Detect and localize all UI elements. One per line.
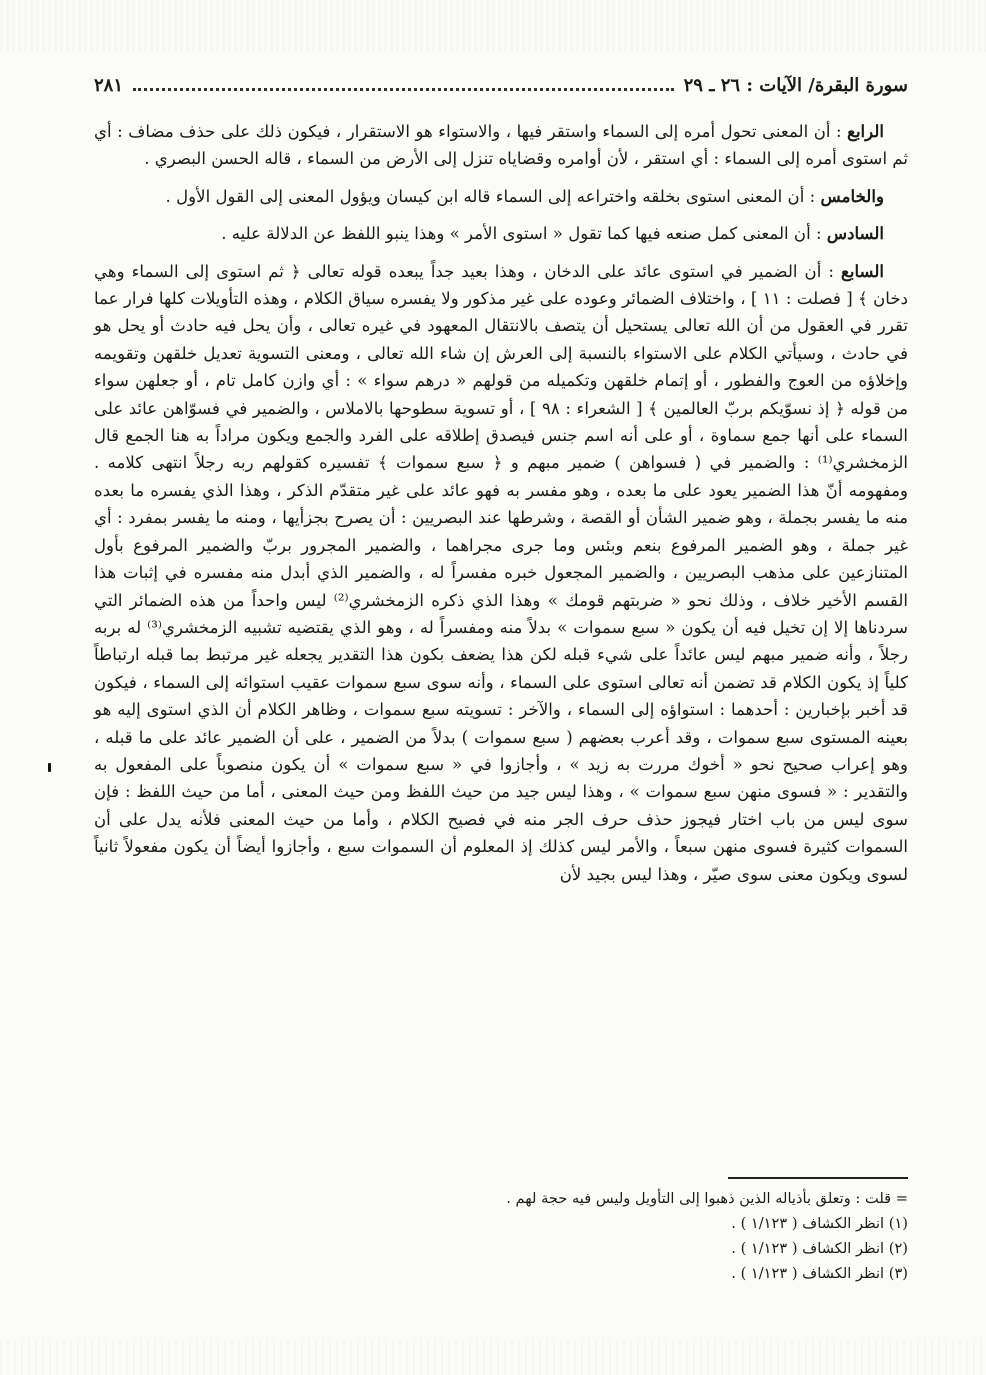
running-header (94, 70, 908, 100)
footnote-2: (٢) انظر الكشاف ( ١/١٢٣ ) . (731, 1240, 908, 1257)
paragraph-text: : أن المعنى كمل صنعه فيها كما تقول « استوى الأمر » وهذا ينبو اللفظ عن الدلالة عليه . (221, 224, 827, 244)
paragraph-lead: السادس (826, 223, 884, 244)
margin-mark (48, 763, 51, 772)
scan-artifact-bottom (0, 1339, 986, 1375)
paragraph-fifth (94, 183, 908, 210)
footnote-continuation: = قلت : وتعلق بأذياله الذين ذهبوا إلى التأويل وليس فيه حجة لهم . (506, 1190, 908, 1207)
footnote-1: (١) انظر الكشاف ( ١/١٢٣ ) . (731, 1215, 908, 1232)
paragraph-text: : أن المعنى تحول أمره إلى السماء واستقر فيها ، والاستواء هو الاستقرار ، فيكون ذلك على حذف مضاف : أي ثم استوى أمره إلى السماء : أي استقر ، لأن أوامره وقضاياه تنزل إلى الأرض من السماء ، قاله الحسن البصري . (94, 122, 908, 169)
paragraph-text: : أن الضمير في استوى عائد على الدخان ، وهذا بعيد جداً يبعده قوله تعالى ﴿ ثم استوى إلى السماء وهي دخان ﴾ [ فصلت : ١١ ] ، واختلاف الضمائر وعوده على غير مذكور ولا يفسره سياق الكلام ، وهذه التأويلات كلها فرار عما تقرر في العقول من أن الله تعالى يستحيل أن يتصف بالانتقال المعهود في غيره تعالى ، وأن يحل فيه حادث أو يحل هو في حادث ، وسيأتي الكلام على الاستواء بالنسبة إلى العرش إن شاء الله تعالى ، ومعنى التسوية تعديل خلقهن وتقويمه وإخلاؤه من العوج والفطور ، أو إتمام خلقهن وتكميله من قولهم « درهم سواء » : أي وازن كامل تام ، أو جعلهن سواء من قوله ﴿ إذ نسوّيكم بربّ العالمين ﴾ [ الشعراء : ٩٨ ] ، أو تسوية سطوحها بالاملاس ، والضمير في فسوّاهن عائد على السماء على أنها جمع سماوة ، أو على أنه اسم جنس فيصدق إطلاقه على الفرد والجمع ويكون مراداً به هنا الجمع قال الزمخشري⁽¹⁾ : والضمير في ( فسواهن ) ضمير مبهم و ﴿ سبع سموات ﴾ تفسيره كقولهم ربه رجلاً انتهى كلامه . ومفهومه أنّ هذا الضمير يعود على ما بعده ، وهو مفسر به فهو عائد على غير متقدّم الذكر ، وهذا الذي يفسره ما بعده منه ما يفسر بجملة ، وهو ضمير الشأن أو القصة ، وشرطها عند البصريين : أن يصرح بجزأيها ، ومنه ما يفسر بمفرد : أي غير جملة ، وهو الضمير المرفوع بنعم وبئس وما جرى مجراهما ، والضمير المجرور بربّ والضمير المرفوع بأول المتنازعين على مذهب البصريين ، والضمير المجعول خبره مفسراً له ، والضمير الذي أبدل منه مفسره في إثبات هذا القسم الأخير خلاف ، وذلك نحو « ضربتهم قومك » وهذا الذي ذكره الزمخشري⁽²⁾ ليس واحداً من هذه الضمائر التي سردناها إلا إن تخيل فيه أن يكون « سبع سموات » بدلاً منه ومفسراً له ، وهو الذي يقتضيه تشبيه الزمخشري⁽³⁾ له بربه رجلاً ، وأنه ضمير مبهم ليس عائداً على شيء قبله لكن هذا يضعف بكون هذا التقدير يجعله غير مرتبط بما قبله ارتباطاً كلياً إذ يكون الكلام قد تضمن أنه تعالى استوى على السماء ، وأنه سوى سبع سموات عقيب استوائه إلى السماء ، فيكون قد أخبر بإخبارين : أحدهما : استواؤه إلى السماء ، والآخر : تسويته سبع سموات ، وظاهر الكلام أن الذي استوى إليه هو بعينه المستوى سبع سموات ، وقد أعرب بعضهم ( سبع سموات ) بدلاً من الضمير ، على أن الضمير عائد على ما قبله ، وهو إعراب صحيح نحو « أخوك مررت به زيد » ، وأجازوا في « سبع سموات » أن يكون منصوباً على المفعول به والتقدير : « فسوى منهن سبع سموات » ، وهذا ليس جيد من حيث اللفظ ومن حيث المعنى ، أما من حيث اللفظ : فإن سوى ليس من باب اختار فيجوز حذف حرف الجر منه في فصيح الكلام ، وأما من حيث المعنى فلأنه يدل على أن السموات كثيرة فسوى منهن سبعاً ، والأمر ليس كذلك إذ المعلوم أن السموات سبع ، وأجازوا أيضاً أن يكون مفعولاً ثانياً لسوى ويكون معنى سوى صيّر ، وهذا ليس بجيد لأن (94, 261, 909, 884)
scan-artifact-top (0, 0, 986, 52)
paragraph-lead: والخامس (820, 185, 884, 206)
paragraph-text: : أن المعنى استوى بخلقه واختراعه إلى السماء قاله ابن كيسان ويؤول المعنى إلى القول الأول . (165, 186, 821, 206)
paragraph-lead: الرابع (847, 121, 884, 141)
paragraph-fourth (94, 118, 908, 173)
paragraph-seventh (94, 258, 908, 888)
page-number: ٢٨١ (94, 74, 124, 96)
main-text (94, 118, 908, 898)
footnote-rule (728, 1177, 908, 1179)
paragraph-lead: السابع (841, 260, 884, 281)
footnotes (300, 1186, 908, 1286)
leader-dots (133, 88, 674, 91)
footnote-3: (٣) انظر الكشاف ( ١/١٢٣ ) . (731, 1265, 908, 1282)
paragraph-sixth (94, 220, 908, 247)
surah-title: سورة البقرة/ الآيات : ٢٦ ـ ٢٩ (683, 74, 908, 96)
